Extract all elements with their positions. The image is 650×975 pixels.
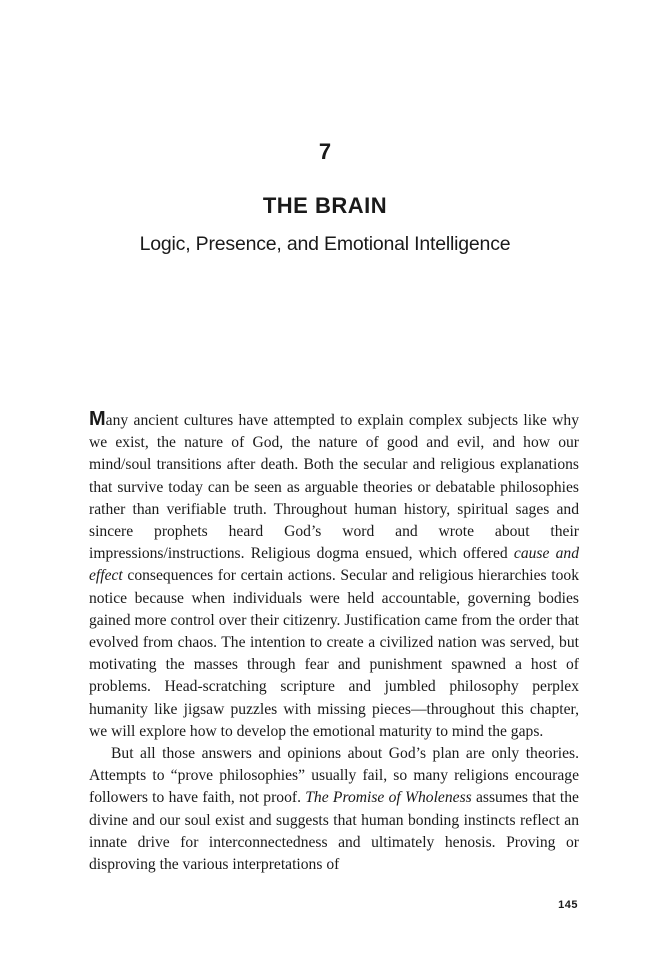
drop-initial: M (89, 408, 106, 430)
paragraph-2-text-b: assumes that the divine and our soul exist and suggests that human bonding instincts reflect an innate drive for interconnectedness and ultimately henosis. Proving or disproving the various interpretations of (89, 789, 579, 874)
chapter-number: 7 (318, 139, 332, 164)
paragraph-2-text-a: But all those answers and opinions about God’s plan are only theories. Attempts to “prove philosophies” usually fail, so many religions encourage followers to have faith, not proof. (89, 745, 579, 807)
paragraph-2 (89, 743, 579, 876)
paragraph-1-emphasis: cause and effect (89, 545, 580, 585)
chapter-subtitle: Logic, Presence, and Emotional Intelligence (139, 233, 511, 255)
paragraph-2-book-title: The Promise of Wholeness (305, 789, 472, 807)
paragraph-1 (89, 408, 579, 743)
body-text (89, 408, 579, 876)
paragraph-1-text-b: consequences for certain actions. Secular and religious hierarchies took notice because when individuals were held accountable, governing bodies gained more control over their citizenry. Justification came from the order that evolved from chaos. The intention to create a civilized nation was served, but motivating the masses through fear and punishment spawned a host of problems. Head-scratching scripture and jumbled philosophy perplex humanity like jigsaw puzzles with missing pieces—throughout this chapter, we will explore how to develop the emotional maturity to mind the gaps. (89, 567, 579, 740)
chapter-title: THE BRAIN (262, 193, 388, 218)
paragraph-1-text-a: any ancient cultures have attempted to explain complex subjects like why we exist, the nature of God, the nature of good and evil, and how our mind/soul transitions after death. Both the secular and religious explanations that survive today can be seen as arguable theories or debatable philosophies rather than verifiable truth. Throughout human history, spiritual sages and sincere prophets heard God’s word and wrote about their impressions/instructions. Religious dogma ensued, which offered (89, 412, 579, 563)
page-number: 145 (558, 899, 578, 911)
